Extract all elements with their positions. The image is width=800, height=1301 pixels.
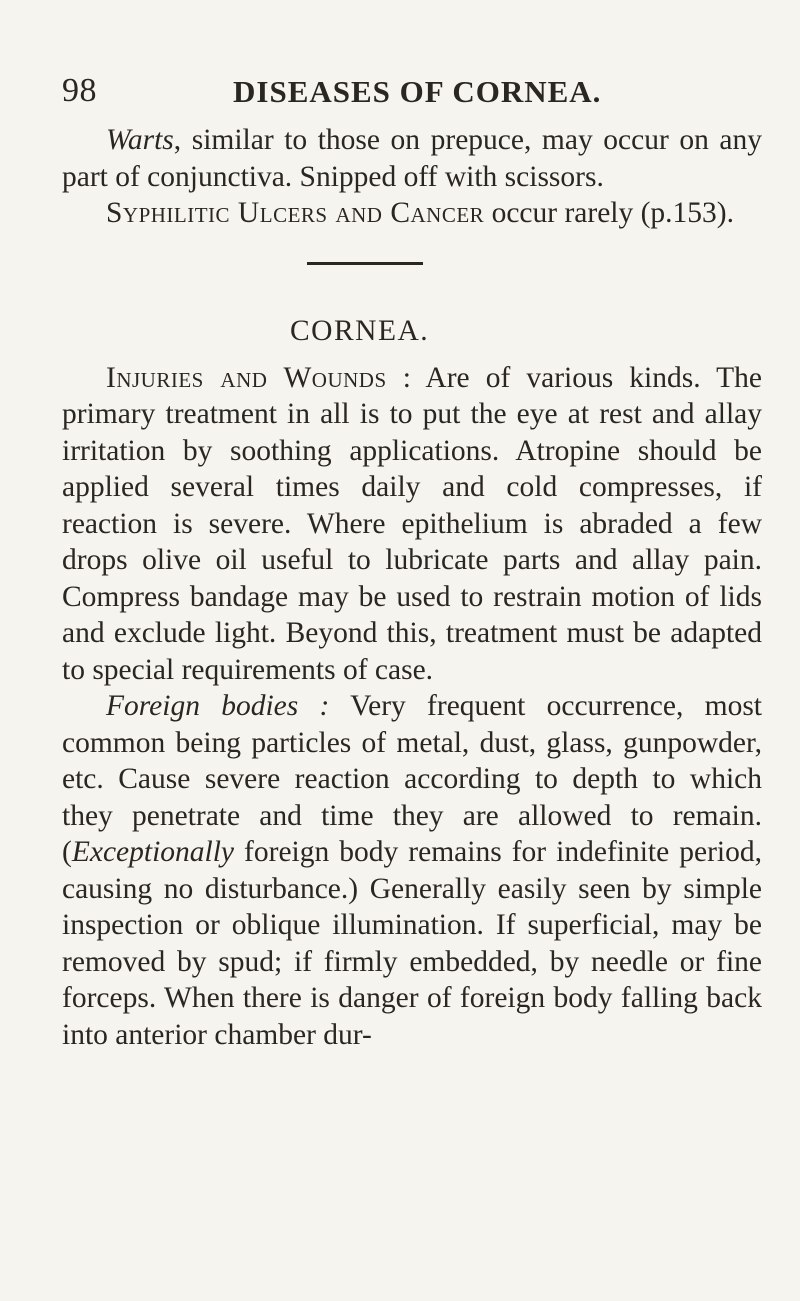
page-number: 98 — [62, 72, 97, 109]
injuries-text: : Are of various kinds. The primary treatment in all is to put the eye at rest and allay irritation by soothing applications. Atropine should be applied several times daily and cold compresses, if reaction is severe. Where epithelium is abraded a few drops olive oil useful to lubricate parts and allay pain. Compress bandage may be used to restrain motion of lids and exclude light. Beyond this, treatment must be adapted to special requirements of case. — [62, 361, 762, 686]
foreign-italic-mid: Exceptionally — [71, 836, 235, 868]
foreign-term: Foreign bodies : — [106, 690, 330, 722]
foreign-text-2: foreign body remains for indefinite period, causing no disturbance.) Generally easily seen by simple inspection or oblique illumination. If superficial, may be removed by spud; if firmly embedded, by needle or fine forceps. When there is danger of foreign body falling back into anterior chamber dur- — [62, 836, 762, 1051]
injuries-paragraph — [62, 360, 762, 689]
book-page — [62, 72, 762, 1053]
section-title: CORNEA. — [290, 314, 430, 347]
cornea-section — [62, 360, 762, 1054]
conjunctiva-section — [62, 122, 762, 232]
warts-term: Warts — [106, 124, 174, 156]
page-header — [62, 72, 762, 122]
foreign-text-1: Very frequent occurrence, most common being particles of metal, dust, glass, gunpowder, etc. Cause severe reaction according to depth to which they penetrate and time they are allowed to remain. ( — [62, 690, 762, 868]
running-head: DISEASES OF CORNEA. — [233, 74, 602, 109]
injuries-term: Injuries and Wounds — [106, 361, 387, 394]
foreign-bodies-paragraph — [62, 688, 762, 1053]
syphilitic-text: occur rarely (p.153). — [484, 197, 735, 229]
warts-paragraph — [62, 122, 762, 195]
warts-text: , similar to those on prepuce, may occur on any part of conjunctiva. Snipped off with scissors. — [62, 124, 762, 193]
syphilitic-term: Syphilitic Ulcers and Cancer — [106, 197, 485, 229]
section-divider — [307, 262, 423, 265]
syphilitic-paragraph — [62, 195, 762, 232]
